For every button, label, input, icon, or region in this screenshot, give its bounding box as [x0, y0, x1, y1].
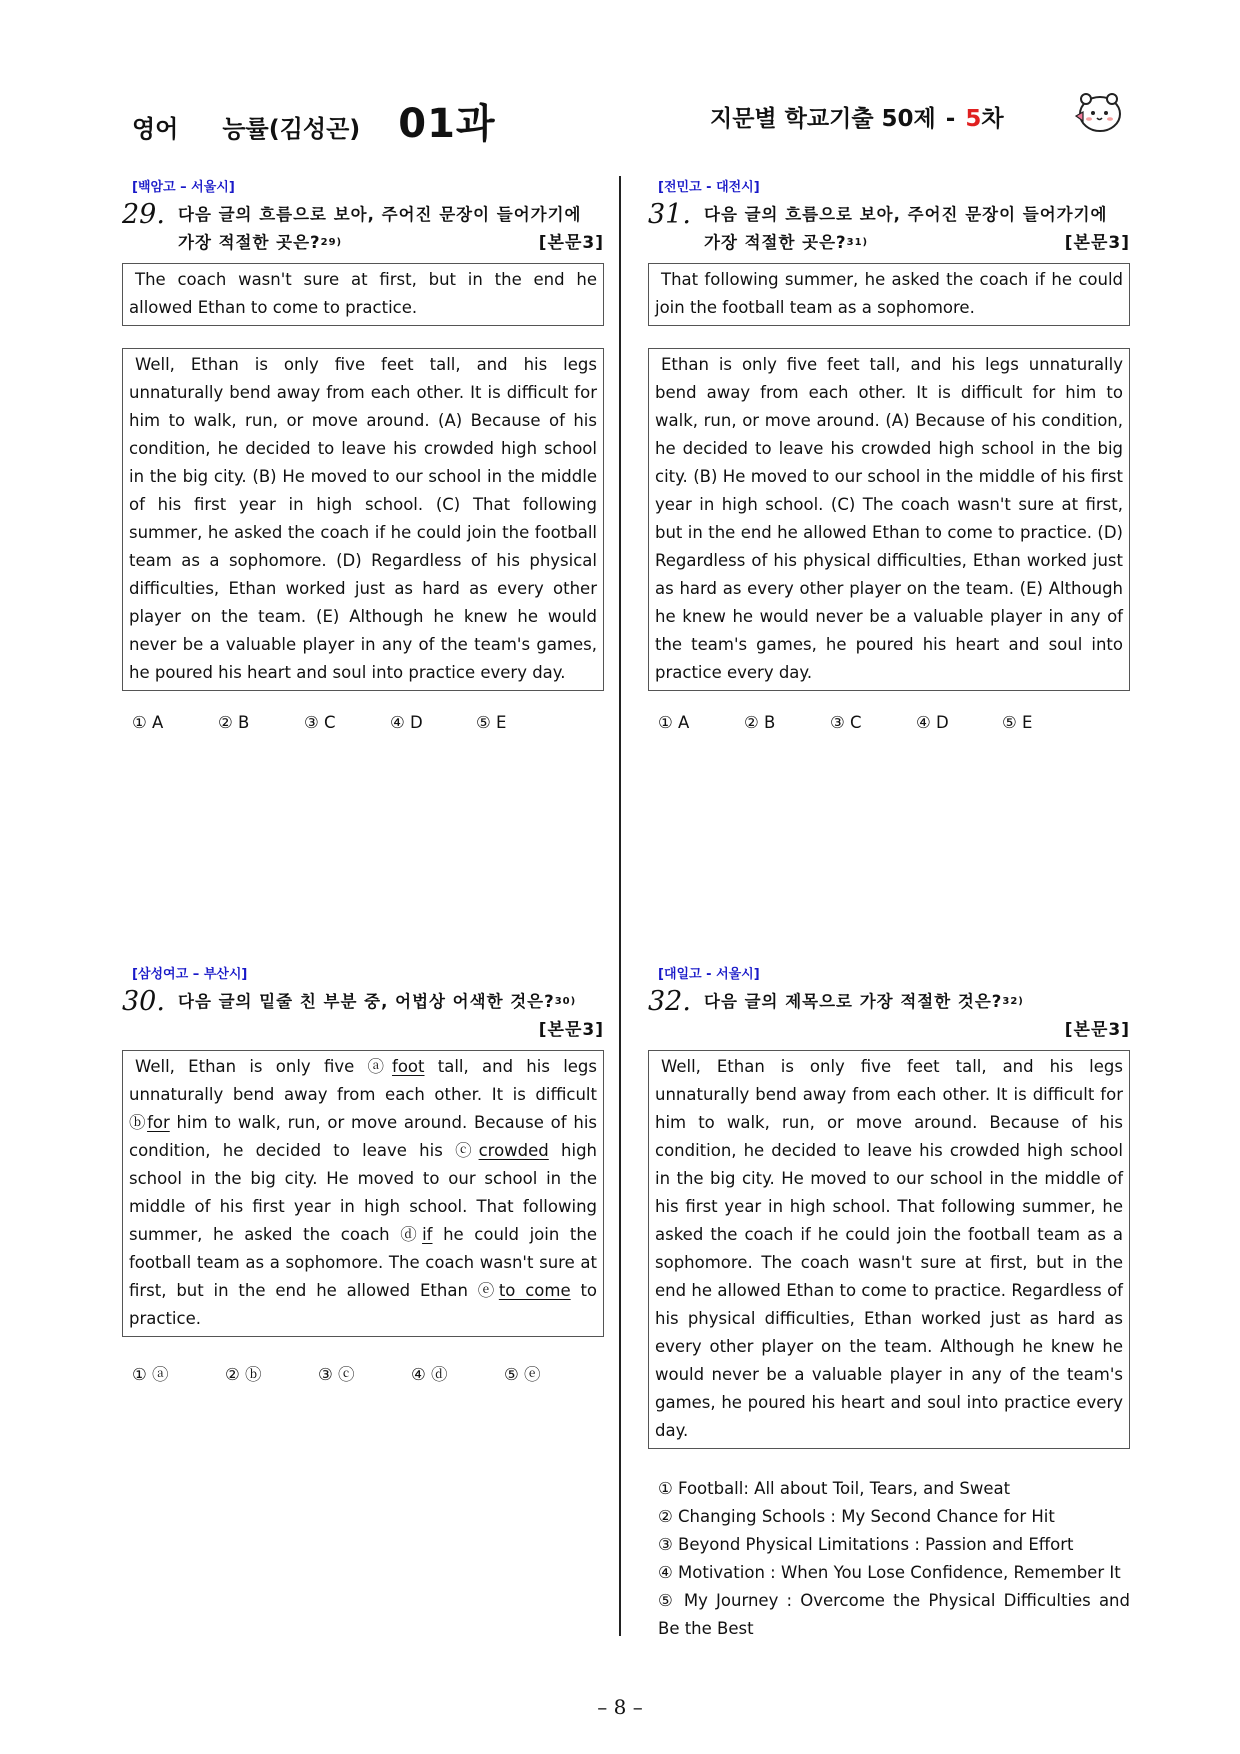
- header-right: [710, 100, 1004, 133]
- option-4[interactable]: ④ D: [390, 713, 423, 732]
- question-prompt: [648, 988, 1130, 1044]
- answer-options: [132, 1361, 604, 1385]
- prompt-line-1: 다음 글의 흐름으로 보아, 주어진 문장이 들어가기에: [704, 205, 1108, 224]
- option-4[interactable]: ④ ⓓ: [411, 1365, 448, 1384]
- prompt-text: 다음 글의 밑줄 친 부분 중, 어법상 어색한 것은?: [178, 992, 555, 1011]
- option-5[interactable]: ⑤ ⓔ: [504, 1365, 541, 1384]
- subject-label: 영어: [132, 115, 179, 143]
- question-prompt: [122, 988, 604, 1044]
- textbook-label: 능률(김성곤): [222, 115, 361, 143]
- header-separator: -: [945, 106, 956, 132]
- question-source: [삼성여고 – 부산시]: [132, 967, 248, 982]
- question-number: 29.: [122, 199, 165, 230]
- option-2[interactable]: ② Changing Schools : My Second Chance for Hit: [658, 1507, 1055, 1526]
- option-3[interactable]: ③ C: [304, 713, 336, 732]
- footnote-marker: 29): [320, 237, 343, 248]
- option-2[interactable]: ② B: [744, 713, 776, 732]
- option-1[interactable]: ① Football: All about Toil, Tears, and Sweat: [658, 1479, 1011, 1498]
- question-number: 30.: [122, 986, 165, 1017]
- question-number: 32.: [648, 986, 691, 1017]
- underline-b: for: [147, 1113, 170, 1132]
- prompt-line-2: 가장 적절한 곳은?: [704, 233, 847, 252]
- option-1[interactable]: ① A: [132, 713, 164, 732]
- bear-mascot-icon: [1072, 86, 1124, 138]
- option-2[interactable]: ② ⓑ: [225, 1365, 262, 1384]
- answer-options: [132, 713, 604, 732]
- footnote-marker: 32): [1002, 996, 1024, 1007]
- section-tag: [본문3]: [1064, 1020, 1130, 1040]
- answer-options: [658, 1475, 1130, 1643]
- series-title: 지문별 학교기출 50제: [710, 106, 936, 132]
- prompt-line-2: 가장 적절한 곳은?: [178, 233, 321, 252]
- prompt-text: 다음 글의 제목으로 가장 적절한 것은?: [704, 992, 1003, 1011]
- underline-c: crowded: [478, 1141, 549, 1160]
- marker-a: ⓐ: [367, 1057, 393, 1076]
- column-divider: [619, 176, 621, 1636]
- lesson-label: 01과: [398, 101, 496, 147]
- passage-box: Ethan is only five feet tall, and his legs unnaturally bend away from each other. It is difficult for him to walk, run, or move around. (A) Because of his condition, he decided to leave his crowded high school in the big city. (B) He moved to our school in the middle of his first year in high school. (C) The coach wasn't sure at first, but in the end he allowed Ethan to come to practice. (D) Regardless of his physical difficulties, Ethan worked just as hard as every other player on the team. (E) Although he knew he would never be a valuable player in any of the team's games, he poured his heart and soul into practice every day.: [648, 348, 1130, 691]
- option-4[interactable]: ④ D: [916, 713, 949, 732]
- marker-e: ⓔ: [477, 1281, 499, 1300]
- passage-box: Well, Ethan is only five feet tall, and his legs unnaturally bend away from each other. It is difficult for him to walk, run, or move around. Because of his condition, he decided to leave his crowded high school in the big city. He moved to our school in the middle of his first year in high school. That following summer, he asked the coach if he could join the football team as a sophomore. The coach wasn't sure at first, but in the end he allowed Ethan to come to practice. Regardless of his physical difficulties, Ethan worked just as hard as every other player on the team. Although he knew he would never be a valuable player in any of the team's games, he poured his heart and soul into practice every day.: [648, 1050, 1130, 1449]
- option-5[interactable]: ⑤ My Journey : Overcome the Physical Difficulties and Be the Best: [658, 1591, 1130, 1638]
- passage-box: Well, Ethan is only five feet tall, and his legs unnaturally bend away from each other. It is difficult for him to walk, run, or move around. (A) Because of his condition, he decided to leave his crowded high school in the big city. (B) He moved to our school in the middle of his first year in high school. (C) That following summer, he asked the coach if he could join the football team as a sophomore. (D) Regardless of his physical difficulties, Ethan worked just as hard as every other player on the team. (E) Although he knew he would never be a valuable player in any of the team's games, he poured his heart and soul into practice every day.: [122, 348, 604, 691]
- page-number: – 8 –: [597, 1695, 643, 1719]
- option-1[interactable]: ① A: [658, 713, 690, 732]
- underline-d: if: [422, 1225, 433, 1244]
- underline-a: foot: [392, 1057, 425, 1076]
- given-sentence-box: That following summer, he asked the coach if he could join the football team as a sophomore.: [648, 263, 1130, 326]
- underline-e: to come: [498, 1281, 571, 1300]
- round-number: 5: [965, 106, 982, 132]
- footnote-marker: 30): [554, 996, 577, 1007]
- round-suffix: 차: [981, 106, 1004, 132]
- passage-box: Well, Ethan is only five ⓐfoot tall, and his legs unnaturally bend away from each other. It is difficult ⓑfor him to walk, run, or move around. Because of his condition, he decided to leave his ⓒcrowded high school in the big city. He moved to our school in the middle of his first year in high school. That following summer, he asked the coach ⓓif he could join the football team as a sophomore. The coach wasn't sure at first, but in the end he allowed Ethan ⓔto come to practice.: [122, 1050, 604, 1337]
- question-prompt: [122, 201, 604, 257]
- option-4[interactable]: ④ Motivation : When You Lose Confidence, Remember It: [658, 1563, 1121, 1582]
- answer-options: [658, 713, 1130, 732]
- question-number: 31.: [648, 199, 691, 230]
- option-3[interactable]: ③ C: [830, 713, 862, 732]
- question-30: [122, 963, 604, 1385]
- option-5[interactable]: ⑤ E: [476, 713, 507, 732]
- option-2[interactable]: ② B: [218, 713, 250, 732]
- question-prompt: [648, 201, 1130, 257]
- section-tag: [본문3]: [1064, 233, 1130, 253]
- option-3[interactable]: ③ Beyond Physical Limitations : Passion and Effort: [658, 1535, 1074, 1554]
- question-31: [648, 176, 1130, 732]
- footnote-marker: 31): [846, 237, 869, 248]
- header-left: [132, 92, 496, 149]
- question-32: [648, 963, 1130, 1643]
- question-source: [백암고 – 서울시]: [132, 180, 235, 195]
- marker-d: ⓓ: [400, 1225, 423, 1244]
- question-29: [122, 176, 604, 732]
- given-sentence-box: The coach wasn't sure at first, but in the end he allowed Ethan to come to practice.: [122, 263, 604, 326]
- option-3[interactable]: ③ ⓒ: [318, 1365, 355, 1384]
- option-5[interactable]: ⑤ E: [1002, 713, 1033, 732]
- section-tag: [본문3]: [538, 233, 604, 253]
- prompt-line-1: 다음 글의 흐름으로 보아, 주어진 문장이 들어가기에: [178, 205, 582, 224]
- section-tag: [본문3]: [538, 1020, 604, 1040]
- marker-b: ⓑ: [129, 1113, 148, 1132]
- option-1[interactable]: ① ⓐ: [132, 1365, 169, 1384]
- question-source: [대일고 - 서울시]: [658, 967, 760, 982]
- marker-c: ⓒ: [455, 1141, 479, 1160]
- question-source: [전민고 - 대전시]: [658, 180, 760, 195]
